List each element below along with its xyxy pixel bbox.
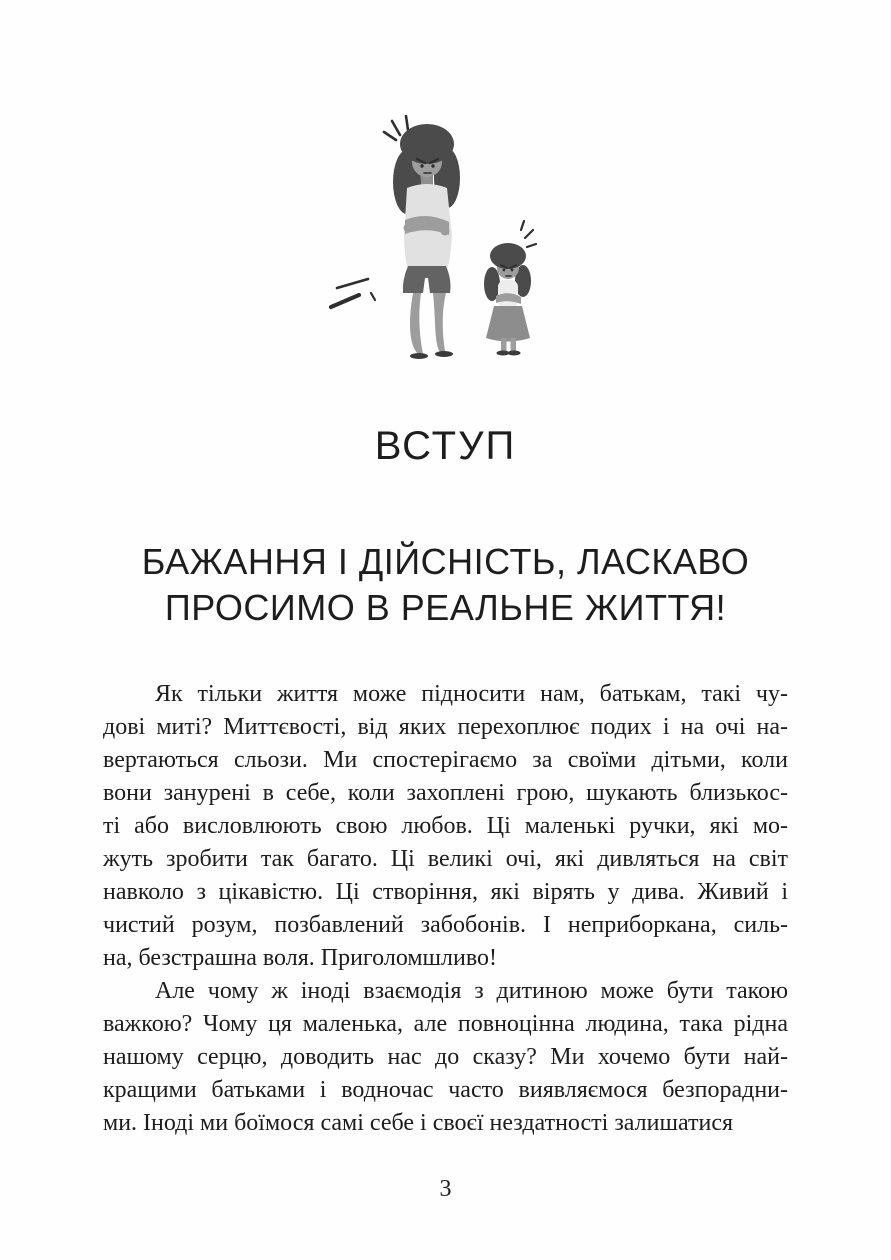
text-line: ті або висловлюють свою любов. Ці маленькі ручки, які мо-: [103, 813, 788, 839]
emphasis-marks: [331, 279, 375, 307]
text-line: дові миті? Миттєвості, від яких перехоплює подих і на очі на-: [103, 714, 788, 740]
text-line: вертаються сльози. Ми спостерігаємо за своїми дітьми, коли: [103, 747, 788, 773]
angry-mother-and-daughter-illustration: [321, 108, 571, 366]
text-line: нашому серцю, доводить нас до сказу? Ми хочемо бути най-: [103, 1044, 788, 1070]
text-line: важкою? Чому ця маленька, але повноцінна людина, така рідна: [103, 1011, 788, 1037]
illustration-svg: [321, 108, 571, 366]
anger-marks-daughter: [521, 221, 536, 247]
text-line: Як тільки життя може підносити нам, батькам, такі чу-: [155, 681, 788, 707]
text-line: кращими батьками і водночас часто виявляємося безпорадни-: [103, 1077, 788, 1103]
paragraph-2: [103, 975, 788, 1140]
text-line: вони занурені в себе, коли захоплені грою, шукають близькос-: [103, 780, 788, 806]
paragraph-1: [103, 678, 788, 975]
text-line: БАЖАННЯ І ДІЙСНІСТЬ, ЛАСКАВО: [141, 541, 750, 582]
text-line: жуть зробити так багато. Ці великі очі, які дивляться на світ: [103, 846, 788, 872]
text-line: ПРОСИМО В РЕАЛЬНЕ ЖИТТЯ!: [164, 587, 727, 628]
body-text: [103, 678, 788, 1140]
text-line: ми. Іноді ми боїмося самі себе і своєї нездатності залишатися: [103, 1110, 734, 1136]
text-line: на, безстрашна воля. Приголомшливо!: [103, 945, 498, 971]
text-line: навколо з цікавістю. Ці створіння, які вірять у дива. Живий і: [103, 879, 788, 905]
text-line: Але чому ж іноді взаємодія з дитиною може бути такою: [155, 978, 788, 1004]
text-line: чистий розум, позбавлений забобонів. І неприборкана, силь-: [103, 912, 788, 938]
chapter-heading: ВСТУП: [374, 424, 517, 468]
section-title: [0, 539, 891, 631]
daughter-figure: [484, 221, 536, 356]
mother-figure: [384, 116, 460, 359]
page-number: 3: [439, 1176, 452, 1202]
